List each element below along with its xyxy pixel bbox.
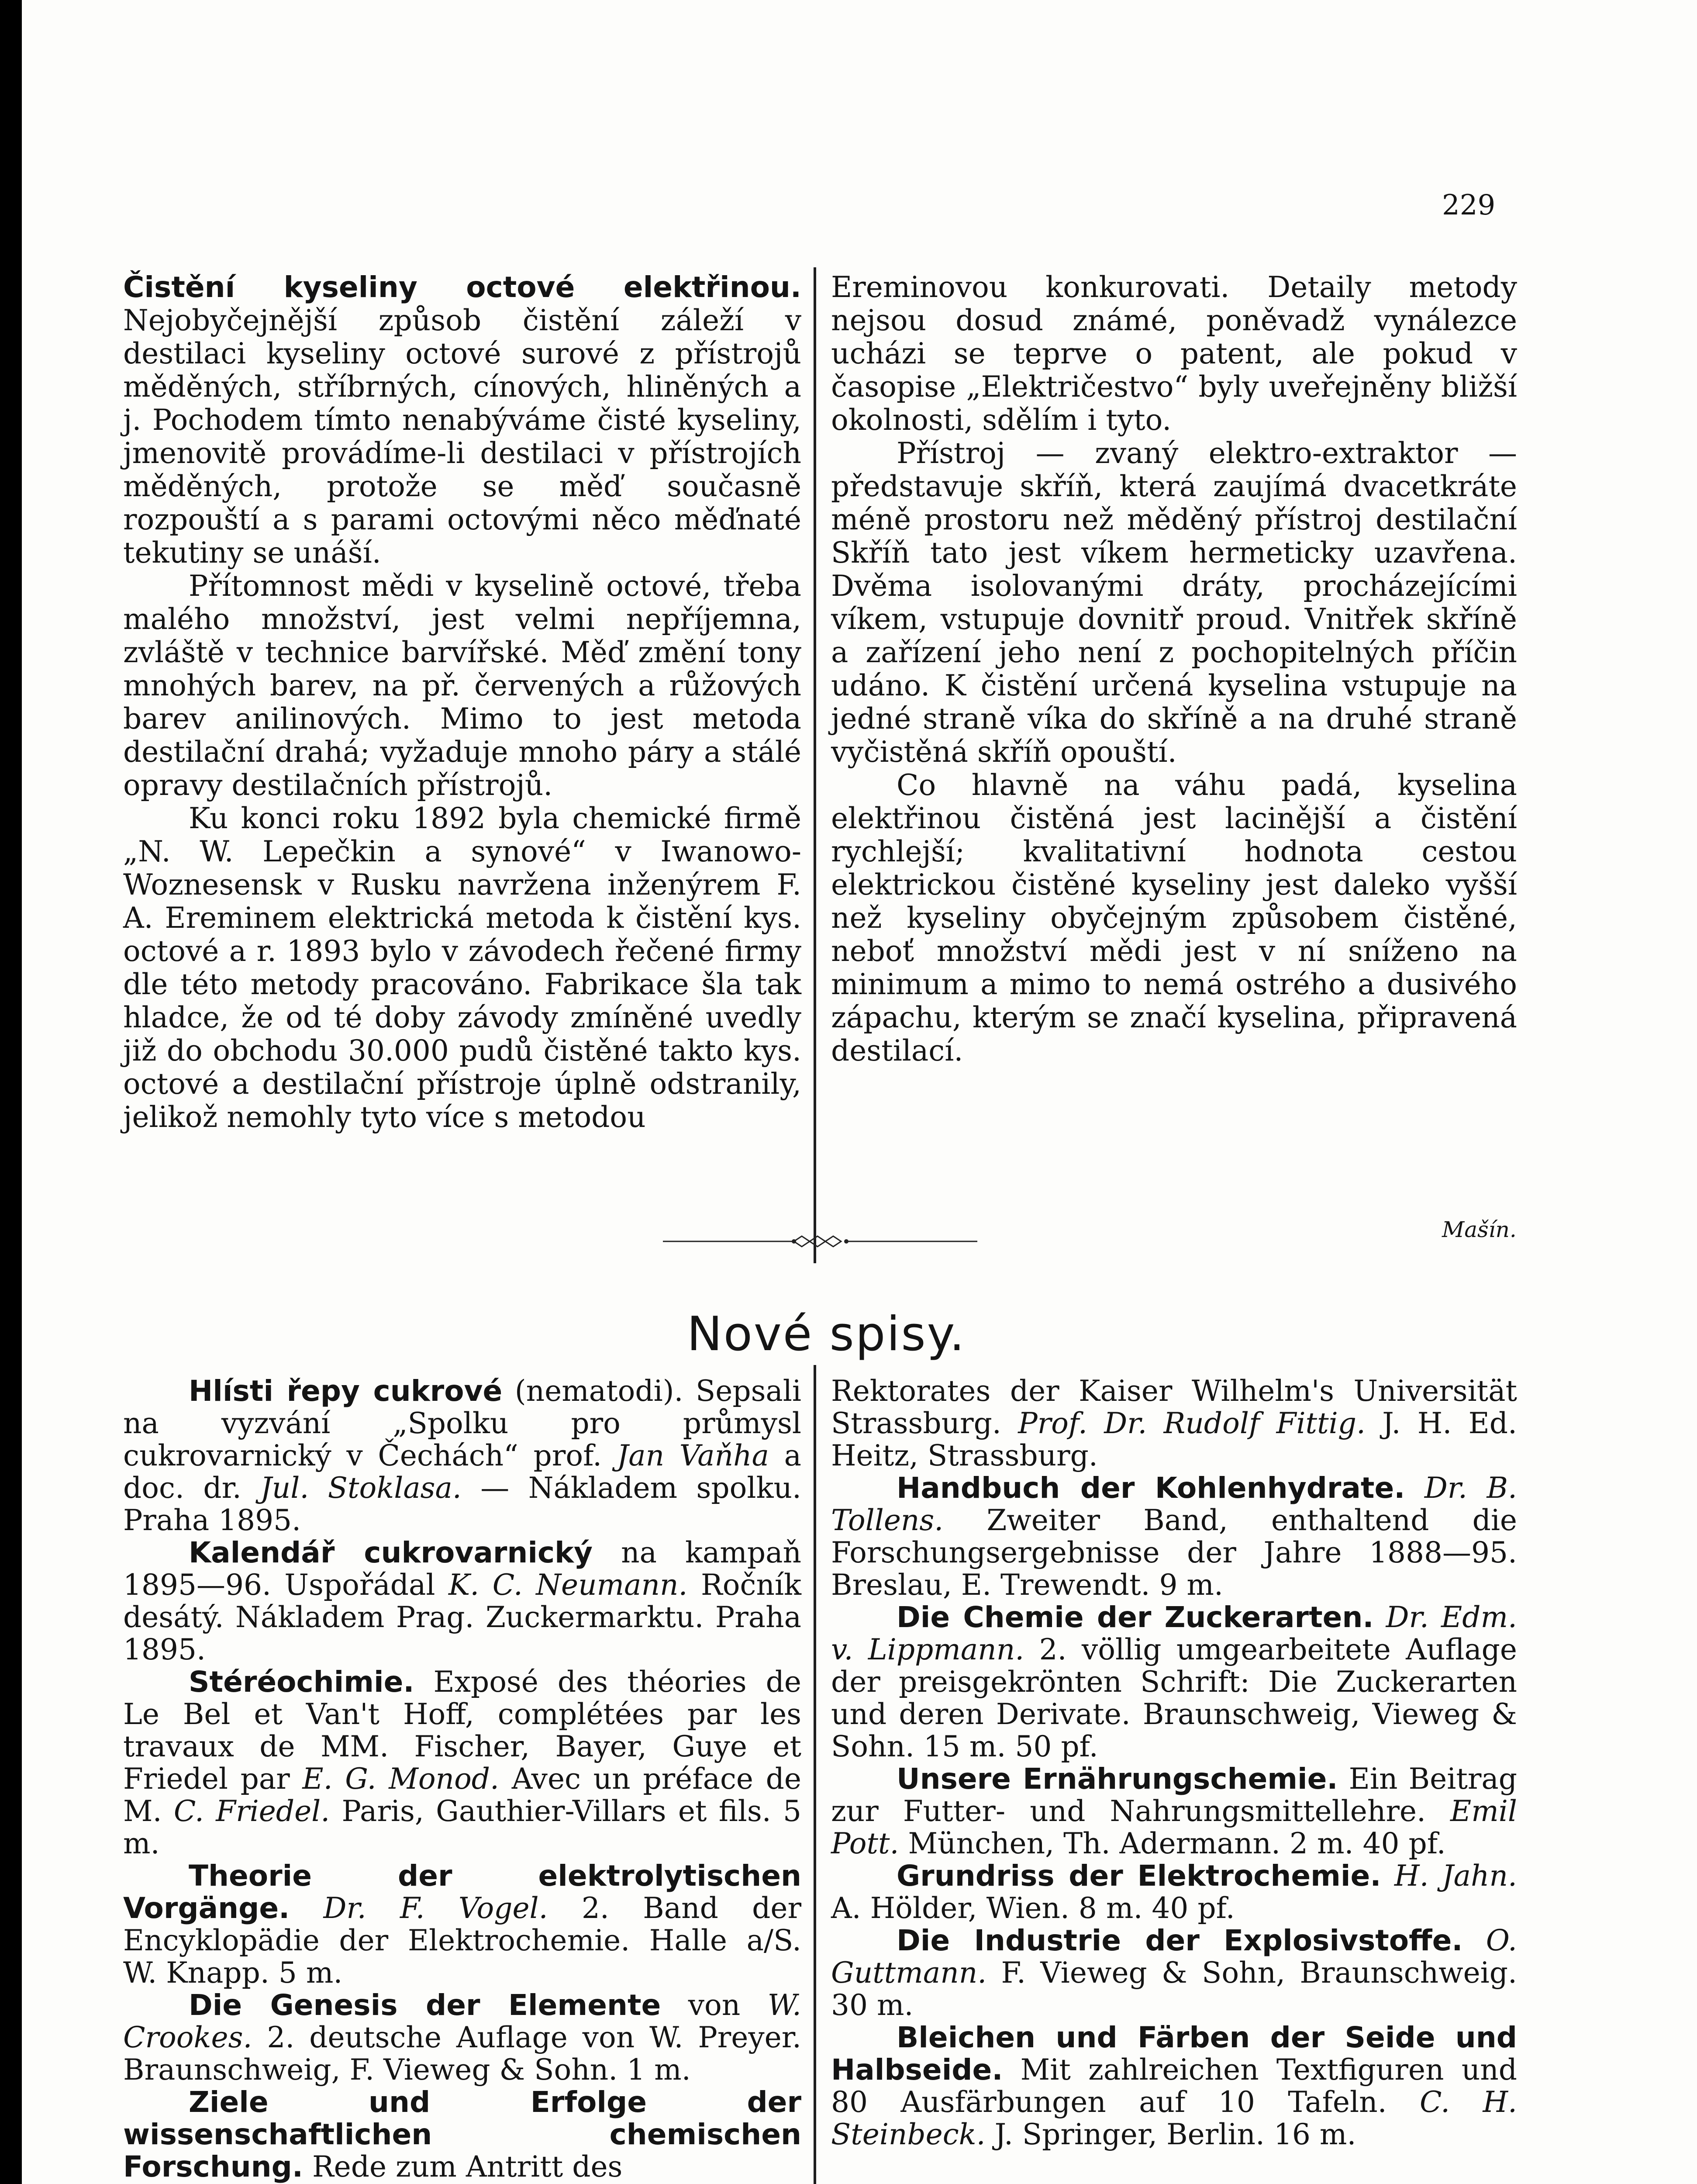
book-details: na kampaň 1895—96. Uspořádal (123, 1536, 801, 1602)
article-left-column (123, 271, 801, 1134)
book-details: J. H. Ed. Heitz, Strassburg. (831, 1406, 1517, 1472)
book-author: K. C. Neumann. (448, 1568, 688, 1602)
article-paragraph: Přítomnost mědi v kyselině octové, třeba malého množství, jest velmi nepříjemna, zvláště v technice barvířské. Měď změní tony mnohých barev, na př. červených a růžových barev anilinových. Mimo to jest metoda destilační drahá; vyžaduje mnoho páry a stálé opravy destilačních přístrojů. (123, 569, 801, 802)
book-details: 2. Band der Encyklopädie der Elektrochemie. Halle a/S. W. Knapp. 5 m. (123, 1891, 801, 1990)
book-author: Dr. B. Tollens. (831, 1471, 1518, 1537)
book-entry (123, 2086, 801, 2183)
book-details: Ročník desátý. Nákladem Prag. Zuckermarktu. Praha 1895. (123, 1568, 801, 1666)
article-heading: Čistění kyseliny octové elektřinou. (123, 270, 801, 304)
book-details: Ein Beitrag zur Futter- und Nahrungsmittellehre. (831, 1762, 1518, 1828)
book-list-right (831, 1375, 1517, 2151)
book-details: Rede zum Antritt des (303, 2150, 623, 2184)
book-details: 2. völlig umgearbeitete Auflage der preisgekrönten Schrift: Die Zuckerarten und deren Derivate. Braunschweig, Vieweg & Sohn. 15 m. 50 pf. (831, 1633, 1517, 1763)
book-title: Die Industrie der Explosivstoffe. (897, 1924, 1463, 1957)
book-details: von (661, 1988, 768, 2022)
book-author: O. Guttmann. (831, 1924, 1517, 1990)
book-author: Jan Vaňha (617, 1439, 769, 1472)
article-right-column (831, 271, 1517, 1068)
book-author: Dr. F. Vogel. (323, 1891, 548, 1925)
book-details (1462, 1924, 1486, 1957)
book-entry (123, 1860, 801, 1989)
book-title: Theorie der elektrolytischen Vorgänge. (123, 1859, 801, 1925)
article-author: Mašín. (1442, 1217, 1517, 1242)
book-author: H. Jahn. (1394, 1859, 1517, 1893)
book-details: A. Hölder, Wien. 8 m. 40 pf. (831, 1891, 1235, 1925)
book-details: Exposé des théories de Le Bel et Van't Hoff, complétées par les travaux de MM. Fischer, Bayer, Guye et Friedel par (123, 1665, 801, 1796)
book-title: Die Genesis der Elemente (189, 1988, 661, 2022)
article-paragraph: Čistění kyseliny octové elektřinou. Nejobyčejnější způsob čistění záleží v destilaci kyseliny octové surové z přístrojů měděných, stříbrných, cínových, hliněných a j. Pochodem tímto nenabýváme čisté kyseliny, jmenovitě provádíme-li destilaci v přístrojích měděných, protože se měď současně rozpouští a s parami octovými něco měďnaté tekutiny se unáší. (123, 270, 801, 570)
book-details: — Nákladem spolku. Praha 1895. (123, 1471, 801, 1537)
book-author: W. Crookes. (123, 1988, 801, 2054)
column-divider (814, 267, 816, 1263)
book-details (1381, 1859, 1394, 1893)
page-number: 229 (1442, 189, 1496, 221)
book-details (290, 1891, 323, 1925)
book-details: F. Vieweg & Sohn, Braunschweig. 30 m. (831, 1956, 1517, 2022)
book-title: Ziele und Erfolge der wissenschaftlichen chemischen Forschung. (123, 2085, 801, 2184)
column-divider (814, 1365, 816, 2184)
book-title: Stéréochimie. (189, 1665, 414, 1699)
book-details: Rektorates der Kaiser Wilhelm's Universität Strassburg. (831, 1374, 1517, 1440)
article-paragraph: Přístroj — zvaný elektro-extraktor — představuje skříň, která zaujímá dvacetkráte méně prostoru než měděný přístroj destilační Skříň tato jest víkem hermeticky uzavřena. Dvěma isolovanými dráty, procházejícími víkem, vstupuje dovnitř proud. Vnitřek skříně a zařízení jeho není z pochopitelných příčin udáno. K čistění určená kyselina vstupuje na jedné straně víka do skříně a na druhé straně vyčistěná skříň opouští. (831, 436, 1517, 769)
book-entry (831, 1763, 1517, 1860)
journal-page (22, 0, 1697, 2184)
book-entry (831, 2022, 1517, 2151)
book-details (1405, 1471, 1425, 1505)
book-title: Unsere Ernährungschemie. (897, 1762, 1338, 1796)
article-paragraph: Ereminovou konkurovati. Detaily metody nejsou dosud známé, poněvadž vynálezce ucházi se teprve o patent, ale pokud v časopise „Električestvo“ byly uveřejněny bližší okolnosti, sdělím i tyto. (831, 270, 1517, 437)
book-details: Paris, Gauthier-Villars et fils. 5 m. (123, 1794, 802, 1860)
book-title: Handbuch der Kohlenhydrate. (897, 1471, 1405, 1505)
book-entry (123, 1989, 801, 2086)
section-divider-ornament (663, 1233, 977, 1250)
book-details (1373, 1600, 1386, 1634)
book-title: Bleichen und Färben der Seide und Halbseide. (831, 2021, 1517, 2087)
book-author: C. H. Steinbeck. (831, 2085, 1517, 2151)
book-details: 2. deutsche Auflage von W. Preyer. Braunschweig, F. Vieweg & Sohn. 1 m. (123, 2021, 801, 2087)
book-details: a doc. dr. (123, 1439, 802, 1505)
book-entry (123, 1375, 801, 1537)
book-author: Prof. Dr. Rudolf Fittig. (1018, 1406, 1366, 1440)
book-entry (831, 1860, 1517, 1925)
article-paragraph: Co hlavně na váhu padá, kyselina elektřinou čistěná jest lacinější a čistění rychlejší; kvalitativní hodnota cestou elektrickou čistěné kyseliny jest daleko vyšší než kyseliny obyčejným způsobem čistěné, neboť množství mědi jest v ní sníženo na minimum a mimo to nemá ostrého a dusivého zápachu, kterým se značí kyselina, připravená destilací. (831, 768, 1517, 1068)
book-entry (123, 1537, 801, 1666)
book-details: Mit zahlreichen Textfiguren und 80 Ausfärbungen auf 10 Tafeln. (831, 2053, 1517, 2119)
book-author: E. G. Monod. (302, 1762, 500, 1796)
book-author: C. Friedel. (173, 1794, 330, 1828)
section-title: Nové spisy. (687, 1307, 966, 1362)
book-entry (831, 1925, 1517, 2022)
book-details: München, Th. Adermann. 2 m. 40 pf. (899, 1827, 1446, 1860)
book-author: Dr. Edm. v. Lippmann. (831, 1600, 1518, 1666)
book-title: Kalendář cukrovarnický (189, 1536, 593, 1569)
book-list-left (123, 1375, 801, 2183)
book-title: Grundriss der Elektrochemie. (897, 1859, 1381, 1893)
book-entry (831, 1601, 1517, 1763)
book-details: J. Springer, Berlin. 16 m. (985, 2118, 1356, 2151)
book-title: Hlísti řepy cukrové (189, 1374, 503, 1408)
book-details: Avec un préface de M. (123, 1762, 801, 1828)
book-entry (831, 1472, 1517, 1601)
book-author: Jul. Stoklasa. (260, 1471, 462, 1505)
book-author: Emil Pott. (831, 1794, 1517, 1860)
book-details: Zweiter Band, enthaltend die Forschungsergebnisse der Jahre 1888—95. Breslau, E. Trewendt. 9 m. (831, 1503, 1517, 1602)
book-title: Die Chemie der Zuckerarten. (897, 1600, 1374, 1634)
book-entry (123, 1666, 801, 1860)
book-details: (nematodi). Sepsali na vyzvání „Spolku pro průmysl cukrovarnický v Čechách“ prof. (123, 1374, 801, 1472)
book-entry (831, 1375, 1517, 1472)
article-paragraph: Ku konci roku 1892 byla chemické firmě „N. W. Lepečkin a synové“ v Iwanowo-Woznesensk v Rusku navržena inženýrem F. A. Ereminem elektrická metoda k čistění kys. octové a r. 1893 bylo v závodech řečené firmy dle této metody pracováno. Fabrikace šla tak hladce, že od té doby závody zmíněné uvedly již do obchodu 30.000 pudů čistěné takto kys. octové a destilační přístroje úplně odstranily, jelikož nemohly tyto více s metodou (123, 802, 801, 1134)
